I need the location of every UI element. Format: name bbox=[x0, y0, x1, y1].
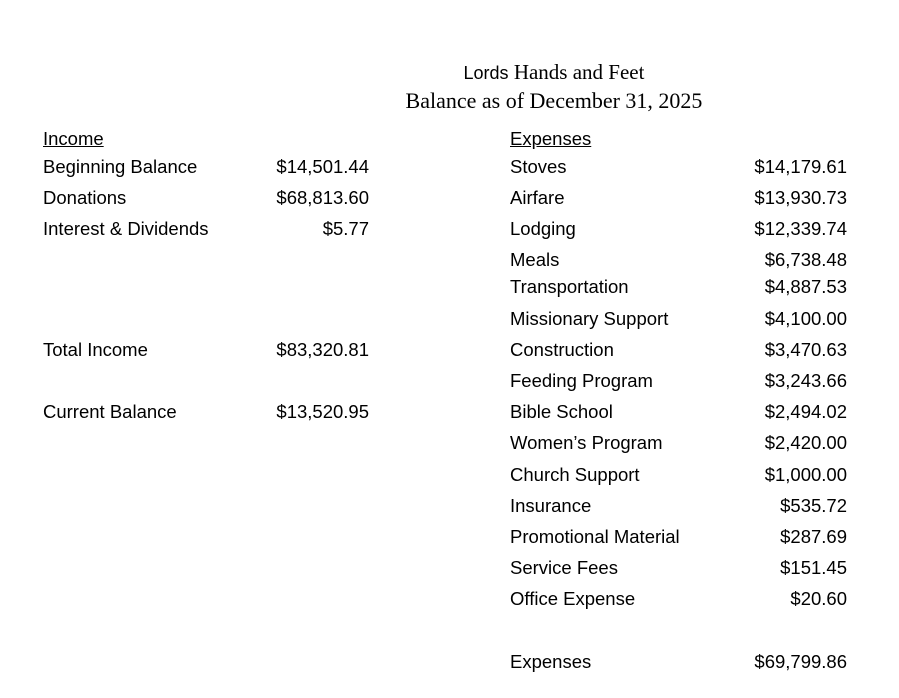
expense-item-amount: $13,930.73 bbox=[754, 187, 847, 208]
organization-name bbox=[0, 58, 899, 87]
organization-name-first: Lords bbox=[463, 63, 509, 83]
expense-item-amount: $3,243.66 bbox=[764, 370, 847, 391]
expense-item-label: Office Expense bbox=[510, 588, 636, 609]
income-item-amount: $68,813.60 bbox=[276, 187, 369, 208]
report-title bbox=[0, 58, 899, 115]
expense-item-label: Lodging bbox=[510, 218, 576, 239]
expense-item-amount: $12,339.74 bbox=[754, 218, 847, 239]
expense-item-label: Feeding Program bbox=[510, 370, 653, 391]
current-balance-amount: $13,520.95 bbox=[276, 401, 369, 422]
expense-item-amount: $20.60 bbox=[790, 588, 847, 609]
income-item-label: Donations bbox=[43, 187, 127, 208]
total-income-label: Total Income bbox=[43, 339, 148, 360]
expense-item-amount: $2,494.02 bbox=[764, 401, 847, 422]
expense-item-label: Stoves bbox=[510, 156, 567, 177]
expense-item-label: Bible School bbox=[510, 401, 613, 422]
total-expenses-amount: $69,799.86 bbox=[754, 651, 847, 672]
expense-item-label: Insurance bbox=[510, 495, 592, 516]
income-heading: Income bbox=[43, 128, 104, 149]
expense-item-amount: $14,179.61 bbox=[754, 156, 847, 177]
expense-item-amount: $2,420.00 bbox=[764, 432, 847, 453]
income-item-amount: $14,501.44 bbox=[276, 156, 369, 177]
expense-item-amount: $4,887.53 bbox=[764, 276, 847, 297]
expenses-heading: Expenses bbox=[510, 128, 592, 149]
expense-item-label: Transportation bbox=[510, 276, 629, 297]
income-item-amount: $5.77 bbox=[322, 218, 369, 239]
expense-item-label: Promotional Material bbox=[510, 526, 680, 547]
expense-item-label: Meals bbox=[510, 249, 560, 270]
expense-item-label: Missionary Support bbox=[510, 308, 669, 329]
expense-item-amount: $4,100.00 bbox=[764, 308, 847, 329]
expense-item-amount: $6,738.48 bbox=[764, 249, 847, 270]
expense-item-label: Construction bbox=[510, 339, 614, 360]
expense-item-label: Airfare bbox=[510, 187, 565, 208]
income-item-label: Interest & Dividends bbox=[43, 218, 209, 239]
current-balance-label: Current Balance bbox=[43, 401, 177, 422]
expense-item-label: Women’s Program bbox=[510, 432, 663, 453]
expense-item-label: Service Fees bbox=[510, 557, 618, 578]
income-item-label: Beginning Balance bbox=[43, 156, 198, 177]
organization-name-rest: Hands and Feet bbox=[508, 60, 645, 84]
expense-item-amount: $535.72 bbox=[780, 495, 847, 516]
expense-item-amount: $287.69 bbox=[780, 526, 847, 547]
report-subtitle: Balance as of December 31, 2025 bbox=[405, 88, 703, 113]
total-income-amount: $83,320.81 bbox=[276, 339, 369, 360]
expense-item-amount: $3,470.63 bbox=[764, 339, 847, 360]
expense-item-amount: $151.45 bbox=[780, 557, 847, 578]
total-expenses-label: Expenses bbox=[510, 651, 592, 672]
expense-item-label: Church Support bbox=[510, 464, 640, 485]
expense-item-amount: $1,000.00 bbox=[764, 464, 847, 485]
